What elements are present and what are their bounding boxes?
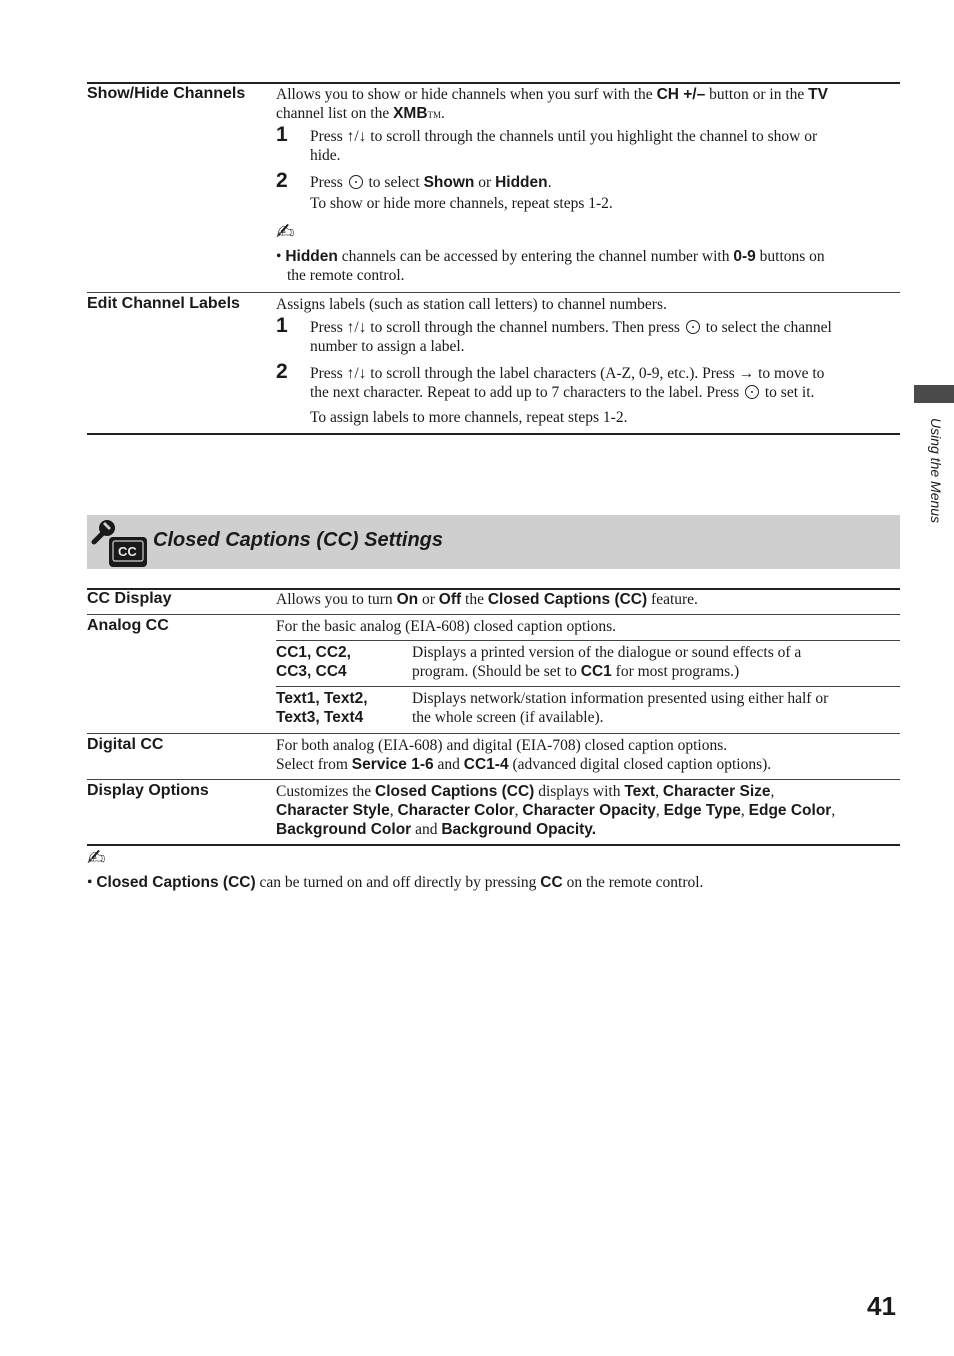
note-line: can be turned on and off directly by pressing [259, 874, 537, 891]
note-line: on the remote control. [566, 874, 704, 891]
option-name: Character Size [662, 783, 771, 800]
desc-text: program. (Should be set to [412, 663, 577, 680]
bottom-note-text [87, 873, 900, 892]
step-number: 1 [276, 314, 288, 337]
desc-text: and [437, 756, 460, 773]
hidden-text: Hidden [285, 248, 338, 265]
option-label: CC3, CC4 [276, 663, 347, 680]
show-hide-intro [276, 85, 896, 125]
note-line: the remote control. [287, 267, 405, 284]
closed-captions-text: Closed Captions (CC) [96, 874, 256, 891]
step-line: the next character. Repeat to add up to 7 characters to the label. Press [310, 384, 740, 401]
step-number: 1 [276, 123, 288, 146]
row-divider [87, 292, 900, 293]
step-line: Press ↑/↓ to scroll through the channel numbers. Then press [310, 319, 680, 336]
display-options-desc: Customizes the Closed Captions (CC) displays with Text, Character Size, Character Style, Character Color, Character Opacity, Edge Type, Edge Color, Background Color and Background Opacity. [276, 783, 836, 838]
option-name: Text [624, 783, 656, 800]
display-options-label: Display Options [87, 782, 209, 799]
step-line: Press ↑/↓ to scroll through the label characters (A-Z, 0-9, etc.). Press → to move to [310, 365, 825, 382]
intro-text: button or in the [709, 86, 805, 103]
step-line: hide. [310, 147, 341, 164]
step-text [310, 364, 900, 427]
step-line: to set it. [764, 384, 815, 401]
cc-option-desc [412, 643, 900, 681]
desc-text: displays with [538, 783, 621, 800]
analog-cc-intro: For the basic analog (EIA-608) closed caption options. [276, 618, 617, 635]
xmb-text: XMB [393, 105, 428, 122]
step-line: Press [310, 174, 343, 191]
off-text: Off [438, 591, 462, 608]
step-text [310, 318, 900, 356]
cc1-text: CC1 [580, 663, 612, 680]
text-option-labels [276, 689, 406, 727]
side-tab-marker [914, 385, 954, 403]
desc-text: Allows you to turn [276, 591, 393, 608]
note-pencil-icon: ✍ [87, 846, 106, 871]
step-line: number to assign a label. [310, 338, 465, 355]
desc-text: and [415, 821, 438, 838]
option-label: CC1, CC2, [276, 644, 351, 661]
intro-text: channel list on the [276, 105, 390, 122]
intro-text: . [441, 105, 445, 122]
on-text: On [396, 591, 419, 608]
cc-option-labels [276, 643, 406, 681]
table-bottom-rule [87, 844, 900, 846]
row-divider [87, 779, 900, 780]
cc-display-desc [276, 590, 896, 609]
tm-mark: TM [427, 110, 442, 120]
desc-text: Displays network/station information presented using either half or [412, 690, 829, 707]
step-line: To show or hide more channels, repeat steps 1-2. [310, 195, 613, 212]
digital-cc-label: Digital CC [87, 736, 164, 753]
shown-text: Shown [423, 174, 475, 191]
cc-display-label: CC Display [87, 590, 172, 607]
digit-buttons-text: 0-9 [733, 248, 756, 265]
desc-text: Displays a printed version of the dialogue or sound effects of a [412, 644, 802, 661]
cc-settings-icon [90, 520, 150, 568]
enter-button-icon [745, 385, 759, 399]
option-label: Text1, Text2, [276, 690, 368, 707]
analog-cc-label: Analog CC [87, 617, 169, 634]
edit-channel-labels-label: Edit Channel Labels [87, 295, 240, 312]
step-line: Press ↑/↓ to scroll through the channels until you highlight the channel to show or [310, 128, 818, 145]
option-label: Text3, Text4 [276, 709, 364, 726]
step-number: 2 [276, 360, 288, 383]
hidden-text: Hidden [495, 174, 548, 191]
closed-captions-text: Closed Captions (CC) [375, 783, 535, 800]
bullet: • [87, 874, 93, 891]
step-line: or [478, 174, 492, 191]
desc-text: or [421, 591, 435, 608]
desc-text: Customizes the [276, 783, 372, 800]
step-line: To assign labels to more channels, repeat steps 1-2. [310, 409, 628, 426]
table-bottom-rule [87, 433, 900, 435]
desc-text: (advanced digital closed caption options). [512, 756, 772, 773]
row-divider [87, 733, 900, 734]
note-pencil-icon: ✍ [276, 220, 295, 245]
option-name: Character Opacity [522, 802, 656, 819]
ch-button-text: CH +/– [656, 86, 706, 103]
intro-text: Allows you to show or hide channels when you surf with the [276, 86, 653, 103]
note-line: channels can be accessed by entering the channel number with [341, 248, 730, 265]
cc-button-text: CC [540, 874, 563, 891]
service-text: Service 1-6 [351, 756, 434, 773]
table-top-rule [87, 82, 900, 84]
enter-button-icon [349, 175, 363, 189]
sub-row-divider [276, 640, 900, 641]
desc-text: For both analog (EIA-608) and digital (EIA-708) closed caption options. [276, 737, 728, 754]
sub-row-divider [276, 686, 900, 687]
step-text [310, 127, 900, 165]
step-line: to select the channel [705, 319, 832, 336]
desc-text: the whole screen (if available). [412, 709, 604, 726]
option-name: Character Color [397, 802, 515, 819]
option-name: Edge Type [663, 802, 741, 819]
note-line: buttons on [759, 248, 825, 265]
step-text [310, 173, 900, 213]
step-line: to select [368, 174, 420, 191]
page-number: 41 [867, 1291, 896, 1321]
note-text [276, 247, 896, 285]
step-line: . [547, 174, 552, 191]
side-section-label: Using the Menus [928, 418, 944, 524]
enter-button-icon [686, 320, 700, 334]
closed-captions-text: Closed Captions (CC) [487, 591, 648, 608]
cc14-text: CC1-4 [463, 756, 509, 773]
row-divider [87, 614, 900, 615]
desc-text: Select from [276, 756, 348, 773]
cc-icon-text: CC [118, 544, 137, 559]
desc-text: the [465, 591, 484, 608]
option-name: Background Color [276, 821, 412, 838]
edit-labels-intro: Assigns labels (such as station call letters) to channel numbers. [276, 296, 667, 313]
section-title: Closed Captions (CC) Settings [153, 529, 444, 551]
show-hide-channels-label: Show/Hide Channels [87, 85, 246, 102]
desc-text: for most programs.) [615, 663, 740, 680]
option-name: Background Opacity. [441, 821, 597, 838]
text-option-desc [412, 689, 900, 727]
step-number: 2 [276, 169, 288, 192]
tv-text: TV [808, 86, 828, 103]
option-name: Edge Color [748, 802, 832, 819]
digital-cc-desc [276, 736, 896, 774]
desc-text: feature. [651, 591, 698, 608]
option-name: Character Style [276, 802, 390, 819]
bullet: • [276, 248, 282, 265]
